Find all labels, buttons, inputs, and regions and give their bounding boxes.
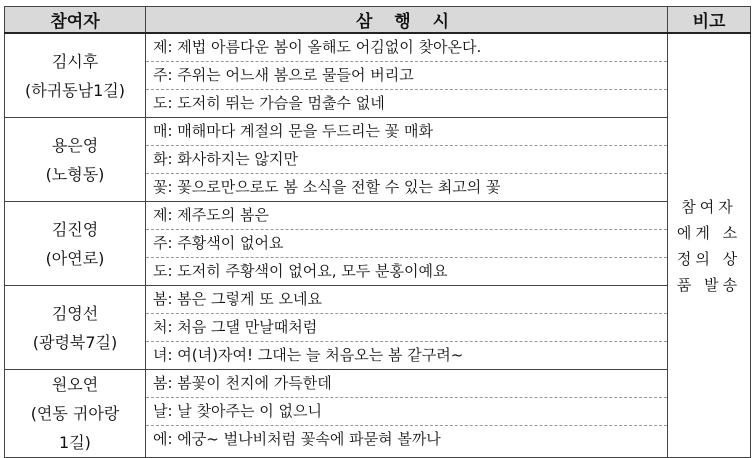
table-row xyxy=(5,33,751,118)
poem-line: 녀: 여(녀)자여! 그대는 늘 처음오는 봄 같구려~ xyxy=(153,346,464,364)
participant-cell xyxy=(5,202,146,286)
poem-line: 날: 날 찾아주는 이 없으니 xyxy=(146,398,667,426)
poem-line: 봄: 봄꽃이 천지에 가득한데 xyxy=(146,370,667,398)
poem-line: 제: 제주도의 봄은 xyxy=(146,202,667,230)
poem-line: 꽃: 꽃으로만으로도 봄 소식을 전할 수 있는 최고의 꽃 xyxy=(153,178,501,196)
poem-cell xyxy=(146,118,668,202)
note-text: 참여자 xyxy=(681,197,737,216)
poem-cell xyxy=(146,370,668,458)
participant-address: (연동 귀아랑 xyxy=(30,404,120,423)
poem-cell xyxy=(146,286,668,370)
participant-address: (하귀동남1길) xyxy=(25,80,125,100)
participant-cell xyxy=(5,118,146,202)
header-participant: 참여자 xyxy=(5,7,146,34)
poem-line: 도: 도저히 뛰는 가슴을 멈출수 없네 xyxy=(153,94,385,112)
participant-name: 김영선 xyxy=(51,303,99,323)
participant-name: 김시후 xyxy=(51,51,99,71)
note-text: 정의 상 xyxy=(676,249,742,268)
poem-line: 도: 도저히 주황색이 없어요, 모두 분홍이예요 xyxy=(153,262,448,280)
poem-cell xyxy=(146,33,668,118)
table-header xyxy=(5,7,751,34)
poem-line: 주: 주황색이 없어요 xyxy=(146,230,667,258)
participant-address: 1길) xyxy=(59,433,91,452)
poem-cell xyxy=(146,202,668,286)
table-row xyxy=(5,118,751,202)
poem-line: 매: 매해마다 계절의 문을 두드리는 꽃 매화 xyxy=(146,118,667,146)
participant-cell xyxy=(5,286,146,370)
poem-line: 처: 처음 그댈 만날때처럼 xyxy=(146,314,667,342)
poem-line: 화: 화사하지는 않지만 xyxy=(146,146,667,174)
poem-line: 제: 제법 아름다운 봄이 올해도 어김없이 찾아온다. xyxy=(146,34,667,62)
table-row xyxy=(5,286,751,370)
note-cell xyxy=(668,33,751,458)
poem-line: 주: 주위는 어느새 봄으로 물들어 버리고 xyxy=(146,62,667,90)
header-note: 비고 xyxy=(668,7,751,34)
participant-cell xyxy=(5,33,146,118)
note-text: 에게 소 xyxy=(676,223,742,242)
participant-name: 원오연 xyxy=(51,375,99,394)
participant-name: 용은영 xyxy=(51,135,99,155)
table-row xyxy=(5,370,751,458)
participant-address: (노형동) xyxy=(45,164,105,184)
participant-address: (광령북7길) xyxy=(32,332,118,352)
poem-line: 에: 에궁~ 벌나비처럼 꽃속에 파묻혀 볼까나 xyxy=(153,430,441,448)
participant-cell xyxy=(5,370,146,458)
poem-line: 봄: 봄은 그렇게 또 오네요 xyxy=(146,286,667,314)
poem-table xyxy=(4,6,751,458)
note-text: 품 발송 xyxy=(676,275,742,294)
participant-address: (아연로) xyxy=(45,248,105,268)
participant-name: 김진영 xyxy=(51,219,99,239)
header-poem: 삼 행 시 xyxy=(146,7,668,34)
table-row xyxy=(5,202,751,286)
